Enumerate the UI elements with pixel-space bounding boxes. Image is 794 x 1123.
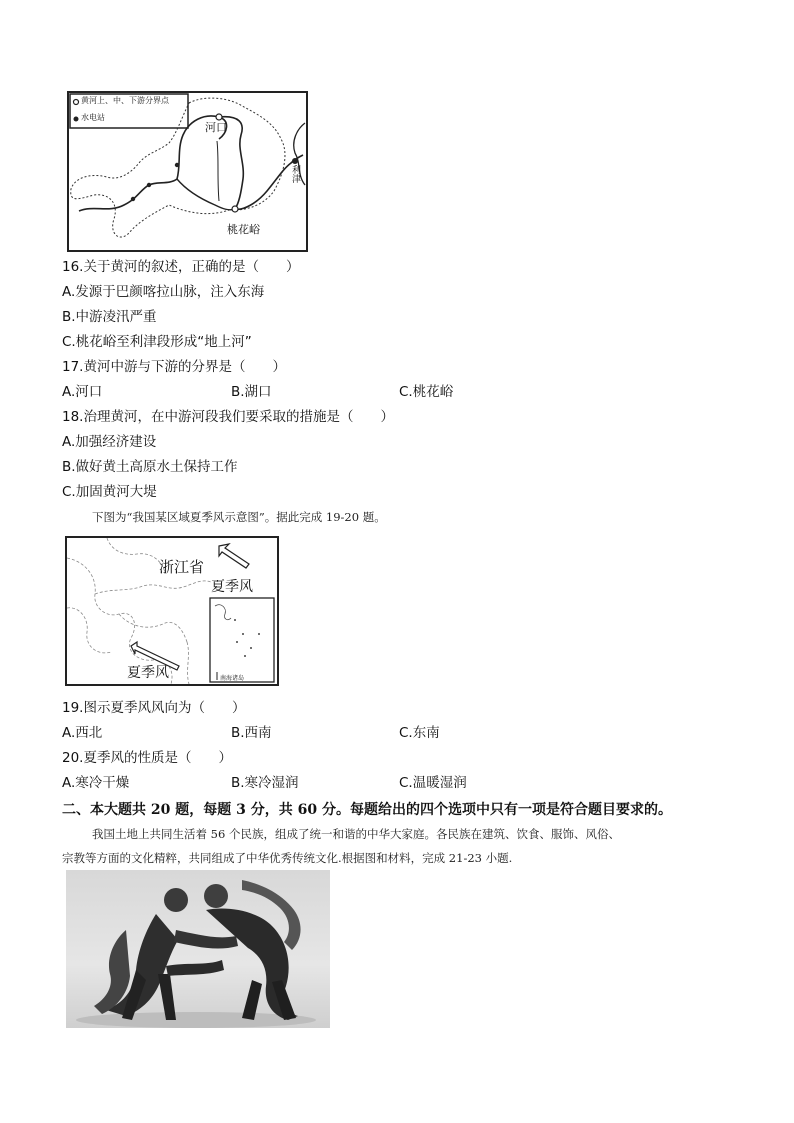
label-lijin: 利津 (290, 165, 300, 183)
q19-option-a: A.西北 (62, 725, 103, 741)
label-zhejiang: 浙江省 (159, 558, 205, 576)
q17-stem: 17.黄河中游与下游的分界是（ ） (62, 359, 286, 375)
intro-19-20: 下图为“我国某区域夏季风示意图”。据此完成 19-20 题。 (92, 510, 386, 524)
q19-option-b: B.西南 (231, 725, 272, 741)
label-summer-monsoon-lower: 夏季风 (127, 665, 169, 681)
label-taohuayu: 桃花峪 (227, 223, 260, 236)
label-summer-monsoon-upper: 夏季风 (211, 579, 253, 595)
yellow-river-map (67, 91, 308, 252)
intro-21-23-line1: 我国土地上共同生活着 56 个民族，组成了统一和谐的中华大家庭。各民族在建筑、饮食、服饰、风俗、 (92, 827, 620, 841)
q16-option-a: A.发源于巴颜喀拉山脉，注入东海 (62, 284, 265, 300)
q18-option-c: C.加固黄河大堤 (62, 484, 157, 500)
legend-boundary-point: 黄河上、中、下游分界点 (81, 96, 169, 105)
wrestling-photo (66, 870, 330, 1028)
legend-hydropower: 水电站 (81, 113, 105, 122)
q20-option-a: A.寒冷干燥 (62, 775, 130, 791)
wrestling-photo-drawing (66, 870, 330, 1028)
q17-option-a: A.河口 (62, 384, 103, 400)
q19-stem: 19.图示夏季风风向为（ ） (62, 700, 246, 716)
q20-option-b: B.寒冷湿润 (231, 775, 299, 791)
section-two-heading: 二、本大题共 20 题，每题 3 分，共 60 分。每题给出的四个选项中只有一项是符合题目要求的。 (62, 802, 672, 818)
monsoon-map (65, 536, 279, 686)
q18-option-b: B.做好黄土高原水土保持工作 (62, 459, 238, 475)
q20-option-c: C.温暖湿润 (399, 775, 467, 791)
label-south-china-sea-islands: 南海诸岛 (220, 675, 245, 682)
q16-option-b: B.中游凌汛严重 (62, 309, 157, 325)
q16-stem: 16.关于黄河的叙述，正确的是（ ） (62, 259, 300, 275)
q19-option-c: C.东南 (399, 725, 440, 741)
q20-stem: 20.夏季风的性质是（ ） (62, 750, 232, 766)
q17-option-b: B.湖口 (231, 384, 272, 400)
q16-option-c: C.桃花峪至利津段形成“地上河” (62, 334, 252, 350)
intro-21-23-line2: 宗教等方面的文化精粹，共同组成了中华优秀传统文化.根据图和材料，完成 21-23 小题. (62, 851, 513, 865)
q18-option-a: A.加强经济建设 (62, 434, 157, 450)
label-hekou: 河口 (205, 121, 227, 134)
q17-option-c: C.桃花峪 (399, 384, 454, 400)
q18-stem: 18.治理黄河，在中游河段我们要采取的措施是（ ） (62, 409, 394, 425)
